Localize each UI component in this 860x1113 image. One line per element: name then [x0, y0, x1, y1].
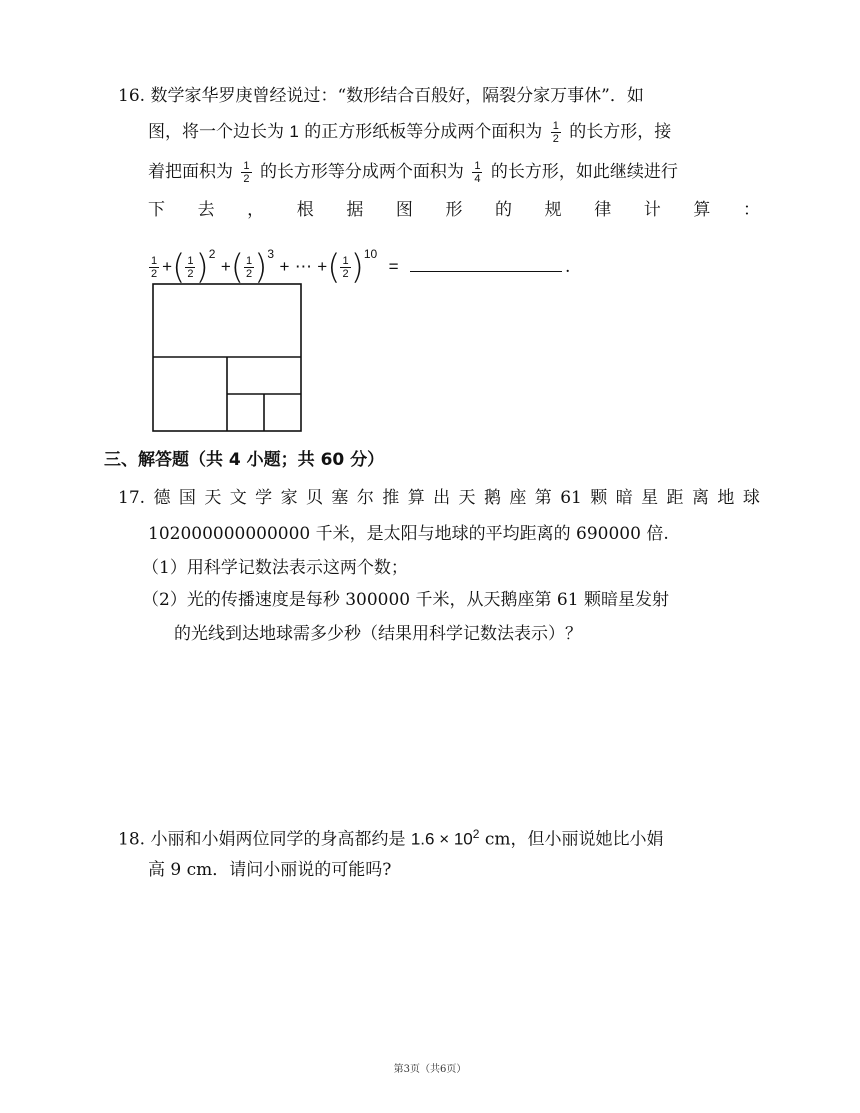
q17-word: 推 — [382, 488, 400, 508]
fraction-denominator: 2 — [552, 133, 559, 145]
page-footer — [0, 1060, 860, 1075]
q17-part-1 — [142, 556, 408, 580]
q16-word: 去 — [197, 200, 215, 220]
q17-part-2-text-2: 的光线到达地球需多少秒（结果用科学记数法表示）？ — [174, 624, 582, 644]
q17-word: 61 — [560, 488, 582, 508]
q16-word: 形 — [445, 200, 463, 220]
fraction-numerator: 1 — [151, 255, 158, 267]
q18-text-1b: cm，但小丽说她比小娟 — [479, 829, 664, 850]
q17-word: 家 — [280, 488, 298, 508]
q17-word: 天 — [204, 488, 222, 508]
fraction-numerator: 1 — [246, 255, 253, 267]
fraction-denominator: 4 — [474, 173, 481, 185]
q16-text-2c: 的正方形纸板等分成两个面积为 — [298, 122, 543, 142]
q17-word: 文 — [229, 488, 247, 508]
q16-text-2d: 的长方形，接 — [569, 122, 672, 142]
q18-line-1 — [118, 822, 664, 852]
q17-word: 颗 — [590, 488, 608, 508]
fraction-numerator: 1 — [342, 255, 349, 267]
q17-word: 贝 — [306, 488, 323, 508]
equals-sign: = — [388, 257, 399, 276]
ellipsis: ⋯ — [294, 257, 312, 276]
q17-word: 地 — [717, 488, 735, 508]
page-number: 第3页（共6页） — [393, 1064, 467, 1075]
q16-text-2a: 图，将一个边长为 — [148, 122, 290, 142]
q18-height-value: 1.6 × 10 — [410, 829, 473, 849]
plus-sign: + — [162, 257, 173, 276]
fraction-numerator: 1 — [552, 120, 559, 132]
q17-part-2-text-1: （2）光的传播速度是每秒 300000 千米，从天鹅座第 61 颗暗星发射 — [142, 590, 669, 610]
formula-period: . — [564, 257, 571, 277]
q16-word: 律 — [594, 200, 612, 220]
q17-part-2-line-2 — [174, 622, 582, 646]
q16-side-length: 1 — [289, 122, 299, 141]
fraction-numerator: 1 — [187, 255, 194, 267]
q17-word: 尔 — [356, 488, 374, 508]
q17-word: 座 — [509, 488, 527, 508]
section-heading — [104, 448, 384, 472]
q17-word: 算 — [407, 488, 425, 508]
fraction-denominator: 2 — [187, 268, 194, 280]
q16-word: 规 — [544, 200, 562, 220]
q18-text-2: 高 9 cm．请问小丽说的可能吗? — [148, 860, 392, 880]
q16-text-1: 16. 数学家华罗庚曾经说过：“数形结合百般好，隔裂分家万事休”．如 — [118, 86, 644, 106]
q18-text-1a: 18. 小丽和小娟两位同学的身高都约是 — [118, 829, 411, 850]
q17-word: 学 — [255, 488, 273, 508]
q17-word: 国 — [178, 488, 196, 508]
q16-text-3c: 的长方形，如此继续进行 — [490, 162, 678, 182]
q17-word: 17. — [118, 488, 146, 508]
q18-line-2 — [148, 858, 391, 882]
plus-sign: + — [317, 257, 328, 276]
q17-word: 暗 — [615, 488, 633, 508]
q17-word: 德 — [153, 488, 171, 508]
q17-word: 球 — [742, 488, 760, 508]
q17-word: 距 — [666, 488, 684, 508]
q17-part-1-text: （1）用科学记数法表示这两个数； — [142, 558, 408, 578]
q16-word: ， — [247, 200, 265, 220]
q17-word: 出 — [433, 488, 451, 508]
plus-sign: + — [220, 257, 231, 276]
q16-word: 图 — [395, 200, 413, 220]
q16-word: 下 — [148, 200, 165, 220]
fraction-denominator: 2 — [151, 268, 158, 280]
q17-word: 天 — [458, 488, 476, 508]
q17-word: 鹅 — [483, 488, 501, 508]
exponent-2: 2 — [208, 247, 216, 261]
q16-word: 计 — [643, 200, 661, 220]
q16-formula: $\frac{1}{2}$ +( $\frac{1}{2}$ )$^2$ +( $\frac{1}{2}$ )$^3$ + ⋯ +( $\frac{1}{2}$ )$^{10}$ = . — [151, 247, 571, 288]
q17-word: 离 — [691, 488, 709, 508]
fraction-denominator: 2 — [342, 268, 349, 280]
q17-text-2: 102000000000000 千米，是太阳与地球的平均距离的 690000 倍. — [148, 524, 669, 544]
q17-word: 塞 — [331, 488, 349, 508]
q18-exponent: 2 — [472, 827, 480, 841]
q16-word: 据 — [346, 200, 364, 220]
q16-text-3b: 的长方形等分成两个面积为 — [259, 162, 464, 182]
q17-line-1 — [118, 486, 760, 510]
fraction-numerator: 1 — [474, 160, 481, 172]
q17-part-2-line-1 — [142, 588, 669, 612]
fraction-denominator: 2 — [243, 173, 250, 185]
q16-word: 的 — [495, 200, 513, 220]
section-heading-text: 三、解答题（共 4 小题；共 60 分） — [104, 450, 385, 470]
exponent-10: 10 — [363, 247, 378, 261]
q16-word: 根 — [296, 200, 314, 220]
q17-word: 第 — [534, 488, 552, 508]
q17-word: 星 — [641, 488, 659, 508]
q16-word: ： — [742, 200, 760, 220]
q17-line-2 — [148, 522, 669, 546]
q16-text-3a: 着把面积为 — [148, 162, 233, 182]
fraction-denominator: 2 — [246, 268, 253, 280]
exponent-3: 3 — [267, 247, 275, 261]
plus-sign: + — [279, 257, 290, 276]
fraction-numerator: 1 — [243, 160, 250, 172]
q16-word: 算 — [693, 200, 711, 220]
